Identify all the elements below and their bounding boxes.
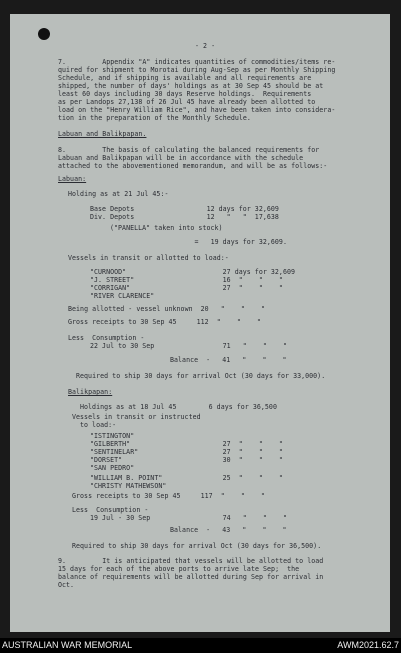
labuan-gross-receipts: Gross receipts to 30 Sep 45 112 " " " [68, 318, 261, 326]
punch-hole [38, 28, 50, 40]
balikpapan-ship-5: "SAN PEDRO" [90, 464, 135, 472]
labuan-ship-2: "J. STREET" 16 " " " [90, 276, 283, 284]
p7-line-2: quired for shipment to Morotai during Aug-Sep as per Monthly Shipping [58, 66, 336, 74]
balikpapan-balance: Balance - 43 " " " [170, 526, 287, 534]
p9-line-3: balance of requirements will be allotted during Sep for arrival in [58, 573, 324, 581]
labuan-div-depots: Div. Depots 12 " " 17,638 [90, 213, 279, 221]
p9-line-4: Oct. [58, 581, 75, 589]
p8-line-1: 8. The basis of calculating the balanced requirements for [58, 146, 320, 154]
balikpapan-ship-6: "WILLIAM B. POINT" 25 " " " [90, 474, 283, 482]
labuan-panella-note: ("PANELLA" taken into stock) [110, 224, 223, 232]
labuan-vessels-title: Vessels in transit or allotted to load:- [68, 254, 229, 262]
balikpapan-consumption-period: 19 Jul - 30 Sep 74 " " " [90, 514, 287, 522]
p7-line-4: shipped, the number of days' holdings as at 30 Sep 45 should be at [58, 82, 324, 90]
balikpapan-less-consumption: Less Consumption - [72, 506, 149, 514]
labuan-being-allotted: Being allotted - vessel unknown 20 " " " [68, 305, 265, 313]
labuan-less-consumption: Less Consumption - [68, 334, 145, 342]
p7-line-7: load on the "Henry William Rice", and have been taken into considera- [58, 106, 336, 114]
heading-labuan-balikpapan: Labuan and Balikpapan. [58, 130, 147, 138]
labuan-ship-4: "RIVER CLARENCE" [90, 292, 155, 300]
page-number: - 2 - [195, 42, 216, 50]
labuan-required: Required to ship 30 days for arrival Oct (30 days for 33,000). [76, 372, 326, 380]
p7-line-8: tion in the preparation of the Monthly Schedule. [58, 114, 251, 122]
p8-line-2: Labuan and Balikpapan will be in accordance with the schedule [58, 154, 304, 162]
balikpapan-vessels-title-2: to load:- [80, 421, 117, 429]
balikpapan-required: Required to ship 30 days for arrival Oct (30 days for 36,500). [72, 542, 322, 550]
balikpapan-ship-3: "SENTINELAR" 27 " " " [90, 448, 283, 456]
p7-line-5: least 60 days including 30 days Reserve holdings. Requirements [58, 90, 312, 98]
archive-footer [0, 638, 401, 653]
labuan-ship-1: "CURNOOD" 27 days for 32,609 [90, 268, 296, 276]
p7-line-1: 7. Appendix "A" indicates quantities of commodities/items re- [58, 58, 336, 66]
footer-institution: AUSTRALIAN WAR MEMORIAL [2, 640, 133, 650]
labuan-consumption-period: 22 Jul to 30 Sep 71 " " " [90, 342, 287, 350]
balikpapan-ship-7: "CHRISTY MATHEWSON" [90, 482, 167, 490]
labuan-total: = 19 days for 32,609. [90, 238, 287, 246]
labuan-heading: Labuan: [58, 175, 87, 183]
labuan-ship-3: "CORRIGAN" 27 " " " [90, 284, 283, 292]
p9-line-2: 15 days for each of the above ports to arrive late Sep; the [58, 565, 300, 573]
document-page [10, 14, 390, 632]
balikpapan-ship-4: "DORSET" 30 " " " [90, 456, 283, 464]
labuan-holding-title: Holding as at 21 Jul 45:- [68, 190, 169, 198]
balikpapan-heading: Balikpapan: [68, 388, 113, 396]
balikpapan-ship-2: "GILBERTH" 27 " " " [90, 440, 283, 448]
balikpapan-vessels-title: Vessels in transit or instructed [72, 413, 201, 421]
p7-line-3: Schedule, and if shipping is available and all requirements are [58, 74, 312, 82]
p7-line-6: as per Landops 27,138 of 26 Jul 45 have already been allotted to [58, 98, 316, 106]
labuan-base-depots: Base Depots 12 days for 32,609 [90, 205, 279, 213]
balikpapan-ship-1: "ISTINGTON" [90, 432, 135, 440]
p9-line-1: 9. It is anticipated that vessels will be allotted to load [58, 557, 324, 565]
labuan-balance: Balance - 41 " " " [170, 356, 287, 364]
balikpapan-holdings: Holdings as at 18 Jul 45 6 days for 36,500 [80, 403, 277, 411]
p8-line-3: attached to the abovementioned memorandum, and will be as follows:- [58, 162, 328, 170]
balikpapan-gross-receipts: Gross receipts to 30 Sep 45 117 " " " [72, 492, 265, 500]
footer-reference: AWM2021.62.7 [337, 640, 399, 650]
